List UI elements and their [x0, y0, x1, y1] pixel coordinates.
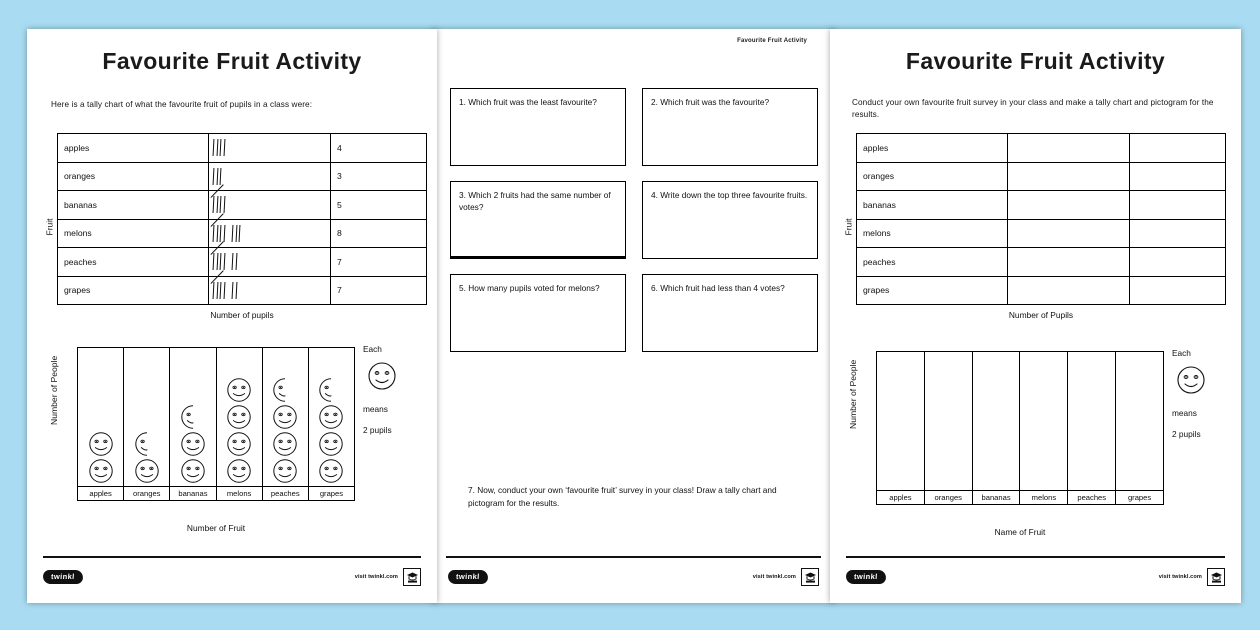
pictogram-x-axis-label: Name of Fruit [994, 527, 1046, 537]
tally-chart-blank[interactable] [843, 133, 1226, 320]
pictogram-y-axis-label: Number of People [848, 359, 858, 429]
legend-means-label: means [363, 403, 388, 414]
twinkl-logo[interactable]: twinkl [448, 570, 489, 584]
tally-count-cell: 8 [331, 219, 427, 248]
visit-link-text[interactable]: visit twinkl.com [752, 574, 796, 580]
question-box-4[interactable]: 4. Write down the top three favourite fruits. [642, 181, 818, 259]
table-row [857, 219, 1226, 248]
twinkl-logo[interactable]: twinkl [846, 570, 887, 584]
tally-marks [213, 191, 326, 219]
footer-divider [43, 556, 421, 558]
half-smiley-face-icon [180, 404, 206, 430]
pictogram-grid[interactable] [876, 351, 1164, 505]
footer-divider [446, 556, 821, 558]
worksheet-page-2[interactable] [432, 29, 835, 603]
page-title: Favourite Fruit Activity [905, 48, 1166, 74]
pictogram-column-label: oranges [124, 486, 169, 501]
table-row [857, 162, 1226, 191]
pictogram-legend [1172, 349, 1242, 438]
question-area [450, 88, 818, 367]
pictogram-column[interactable] [1020, 352, 1068, 504]
graduation-cap-icon [1207, 568, 1225, 586]
tally-fruit-name: oranges [857, 162, 1008, 191]
smiley-face-icon [226, 404, 252, 430]
smiley-face-icon [226, 458, 252, 484]
pictogram-grid [77, 347, 355, 501]
graduation-cap-icon [801, 568, 819, 586]
smiley-face-icon [1176, 365, 1242, 396]
tally-count-cell: 7 [331, 248, 427, 277]
tally-count-cell[interactable] [1130, 276, 1226, 305]
tally-fruit-name: peaches [857, 248, 1008, 277]
tally-y-axis-label: Fruit [843, 218, 854, 235]
smiley-face-icon [318, 458, 344, 484]
tally-marks-cell[interactable] [1008, 191, 1130, 220]
smiley-face-icon [226, 431, 252, 457]
tally-fruit-name: apples [857, 134, 1008, 163]
smiley-face-icon [134, 458, 160, 484]
question-row [450, 274, 818, 352]
pictogram-column-label: oranges [925, 490, 972, 505]
tally-marks-cell [209, 191, 331, 220]
pictogram-icon-stack [180, 404, 206, 486]
pictogram-icon-stack [318, 377, 344, 486]
tally-count-cell[interactable] [1130, 162, 1226, 191]
tally-marks [213, 134, 326, 162]
tally-count-cell: 5 [331, 191, 427, 220]
tally-fruit-name: bananas [857, 191, 1008, 220]
question-box-5[interactable]: 5. How many pupils voted for melons? [450, 274, 626, 352]
tally-marks-cell [209, 134, 331, 163]
pictogram-column-label: bananas [170, 486, 215, 501]
tally-marks-cell [209, 248, 331, 277]
page-title: Favourite Fruit Activity [102, 48, 362, 74]
pictogram-icon-stack [134, 431, 160, 486]
pictogram-column [217, 348, 263, 500]
tally-count-cell: 4 [331, 134, 427, 163]
question-box-2[interactable]: 2. Which fruit was the favourite? [642, 88, 818, 166]
tally-caption: Number of Pupils [1008, 310, 1074, 320]
smiley-face-icon [180, 458, 206, 484]
table-row [58, 248, 427, 277]
pictogram-icon-stack [272, 377, 298, 486]
tally-marks-cell[interactable] [1008, 248, 1130, 277]
tally-count-cell[interactable] [1130, 191, 1226, 220]
question-box-6[interactable]: 6. Which fruit had less than 4 votes? [642, 274, 818, 352]
tally-marks [213, 220, 326, 248]
smiley-face-icon [272, 431, 298, 457]
smiley-face-icon [272, 458, 298, 484]
graduation-cap-icon [403, 568, 421, 586]
pictogram-column[interactable] [973, 352, 1021, 504]
tally-chart-filled [44, 133, 427, 320]
tally-count-cell: 3 [331, 162, 427, 191]
tally-count-cell[interactable] [1130, 219, 1226, 248]
question-box-3[interactable]: 3. Which 2 fruits had the same number of votes? [450, 181, 626, 259]
pictogram-column-label: melons [217, 486, 262, 501]
tally-table[interactable] [856, 133, 1226, 305]
pictogram-column[interactable] [1116, 352, 1163, 504]
pictogram-column-label: apples [78, 486, 123, 501]
tally-marks [213, 277, 326, 305]
worksheet-page-3[interactable] [830, 29, 1241, 603]
smiley-face-icon [88, 431, 114, 457]
tally-fruit-name: melons [857, 219, 1008, 248]
pictogram-column[interactable] [877, 352, 925, 504]
pictogram-column [124, 348, 170, 500]
half-smiley-face-icon [318, 377, 344, 403]
intro-text: Here is a tally chart of what the favourite fruit of pupils in a class were: [51, 100, 313, 109]
pictogram-column-label: apples [877, 490, 924, 505]
tally-marks-cell[interactable] [1008, 276, 1130, 305]
table-row [58, 219, 427, 248]
pictogram-column-label: peaches [1068, 490, 1115, 505]
legend-value-label: 2 pupils [363, 424, 392, 435]
tally-y-axis-label: Fruit [44, 218, 55, 235]
tally-fruit-name: melons [58, 219, 209, 248]
pictogram-column-label: peaches [263, 486, 308, 501]
twinkl-logo[interactable]: twinkl [43, 570, 84, 584]
smiley-face-icon [88, 458, 114, 484]
visit-link-text[interactable]: visit twinkl.com [1158, 574, 1202, 580]
tally-fruit-name: peaches [58, 248, 209, 277]
footer-divider [846, 556, 1225, 558]
smiley-face-icon [318, 404, 344, 430]
mini-page-title: Favourite Fruit Activity [737, 38, 807, 44]
pictogram-column-label: bananas [973, 490, 1020, 505]
table-row [857, 248, 1226, 277]
question-box-1[interactable]: 1. Which fruit was the least favourite? [450, 88, 626, 166]
table-row [58, 162, 427, 191]
table-row [58, 134, 427, 163]
intro-text: Conduct your own favourite fruit survey in your class and make a tally chart and pictogram for the results. [852, 98, 1214, 119]
worksheet-page-1[interactable] [27, 29, 437, 603]
page-footer [43, 565, 421, 589]
pictogram-column-label: grapes [309, 486, 354, 501]
question-row [450, 88, 818, 166]
tally-marks [213, 248, 326, 276]
table-row [857, 134, 1226, 163]
tally-caption: Number of pupils [210, 310, 274, 320]
pictogram-x-axis-label: Number of Fruit [186, 523, 246, 533]
smiley-face-icon [318, 431, 344, 457]
smiley-face-icon [272, 404, 298, 430]
tally-count-cell: 7 [331, 276, 427, 305]
tally-count-cell[interactable] [1130, 248, 1226, 277]
tally-marks-cell[interactable] [1008, 219, 1130, 248]
tally-marks-cell [209, 162, 331, 191]
tally-fruit-name: grapes [857, 276, 1008, 305]
tally-table [57, 133, 427, 305]
visit-link-text[interactable]: visit twinkl.com [354, 574, 398, 580]
pictogram-column-label: melons [1020, 490, 1067, 505]
page-footer [846, 565, 1225, 589]
tally-marks-cell [209, 276, 331, 305]
smiley-face-icon [226, 377, 252, 403]
half-smiley-face-icon [272, 377, 298, 403]
page-footer [448, 565, 819, 589]
legend-means-label: means [1172, 407, 1197, 418]
legend-each-label: Each [1172, 348, 1191, 358]
tally-fruit-name: oranges [58, 162, 209, 191]
pictogram-icon-stack [88, 431, 114, 486]
pictogram-column[interactable] [1068, 352, 1116, 504]
legend-each-label: Each [363, 344, 382, 354]
pictogram-y-axis-label: Number of People [49, 355, 59, 425]
pictogram-legend [363, 345, 433, 434]
question-7-text: 7. Now, conduct your own ‘favourite fruit’ survey in your class! Draw a tally chart and pictogram for the results. [468, 485, 777, 508]
table-row [857, 276, 1226, 305]
pictogram-column [170, 348, 216, 500]
smiley-face-icon [367, 361, 433, 392]
table-row [857, 191, 1226, 220]
tally-fruit-name: apples [58, 134, 209, 163]
table-row [58, 191, 427, 220]
pictogram-column-label: grapes [1116, 490, 1163, 505]
tally-marks-cell[interactable] [1008, 162, 1130, 191]
pictogram-column [263, 348, 309, 500]
tally-count-cell[interactable] [1130, 134, 1226, 163]
pictogram-column[interactable] [925, 352, 973, 504]
tally-marks-cell [209, 219, 331, 248]
half-smiley-face-icon [134, 431, 160, 457]
legend-value-label: 2 pupils [1172, 428, 1201, 439]
pictogram-column [78, 348, 124, 500]
tally-fruit-name: grapes [58, 276, 209, 305]
tally-marks-cell[interactable] [1008, 134, 1130, 163]
smiley-face-icon [180, 431, 206, 457]
question-row [450, 181, 818, 259]
pictogram-column [309, 348, 354, 500]
pictogram-icon-stack [226, 377, 252, 486]
tally-marks [213, 163, 326, 191]
tally-fruit-name: bananas [58, 191, 209, 220]
table-row [58, 276, 427, 305]
